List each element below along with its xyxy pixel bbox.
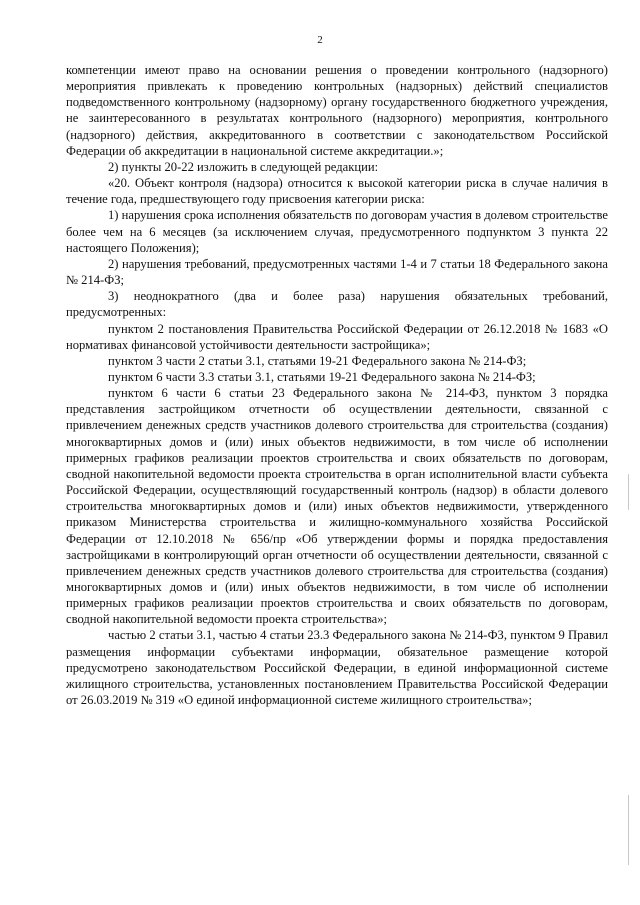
- paragraph-clause-20: «20. Объект контроля (надзора) относится к высокой категории риска в случае наличия в течение года, предшествующего году присвоения категории риска:: [66, 176, 608, 207]
- page-number: 2: [317, 34, 323, 46]
- paragraph-subitem-2: 2) нарушения требований, предусмотренных частями 1-4 и 7 статьи 18 Федерального закона № 214-ФЗ;: [66, 256, 608, 288]
- paragraph-item-2-amendment: 2) пункты 20-22 изложить в следующей редакции:: [108, 159, 379, 174]
- paragraph-article-3-1-part-2: пунктом 3 части 2 статьи 3.1, статьями 19-21 Федерального закона № 214-ФЗ;: [108, 353, 527, 368]
- paragraph-decree-1683: пунктом 2 постановления Правительства Российской Федерации от 26.12.2018 № 1683 «О нормативах финансовой устойчивости деятельности застройщика»;: [66, 321, 608, 352]
- paragraph-accreditation-end: компетенции имеют право на основании решения о проведении контрольного (надзорного) мероприятия привлекать к проведению контрольных (надзорных) действий специалистов подведомственного контрольному (надзорному) органу государственного бюджетного учреждения, не заинтересованного в результатах контрольного (надзорного) мероприятия, контрольного (надзорного) действия, аккредитованного в соответствии с законодательством Российской Федерации об аккредитации в национальной системе аккредитации.»;: [66, 63, 608, 158]
- paragraph-subitem-1: 1) нарушения срока исполнения обязательств по договорам участия в долевом строительстве более чем на 6 месяцев (за исключением случая, предусмотренного подпунктом 3 пункта 22 настоящего Положения);: [66, 208, 608, 255]
- paragraph-information-system: частью 2 статьи 3.1, частью 4 статьи 23.3 Федерального закона № 214-ФЗ, пунктом 9 Правил размещения информации субъектами информации, обязательное размещение которой предусмотрено законодательством Российской Федерации, в единой информационной системе жилищного строительства, установленных постановлением Правительства Российской Федерации от 26.03.2019 № 319 «О единой информационной системе жилищного строительства»;: [66, 628, 608, 708]
- scan-edge-mark: [628, 474, 629, 510]
- paragraph-reporting-order: пунктом 6 части 6 статьи 23 Федерального закона № 214-ФЗ, пунктом 3 порядка представления застройщиком отчетности об осуществлении деятельности, связанной с привлечением денежных средств участников долевого строительства для строительства (создания) многоквартирных домов и (или) иных объектов недвижимости, в том числе об исполнении примерных графиков реализации проектов строительства и своих обязательств по договорам, сводной накопительной ведомости проекта строительства в орган исполнительной власти субъекта Российской Федерации, осуществляющий государственный контроль (надзор) в области долевого строительства многоквартирных домов и (или) иных объектов недвижимости, утвержденного приказом Министерства строительства и жилищно-коммунального хозяйства Российской Федерации от 12.10.2018 № 656/пр «Об утверждении формы и порядка предоставления застройщиками в контролирующий орган отчетности об осуществлении деятельности, связанной с привлечением денежных средств участников долевого строительства для строительства (создания) многоквартирных домов и (или) иных объектов недвижимости, в том числе об исполнении примерных графиков реализации проектов строительства и своих обязательств по договорам, сводной накопительной ведомости проекта строительства»;: [66, 386, 608, 627]
- document-body: [66, 62, 608, 708]
- paragraph-article-3-1-part-3-3: пунктом 6 части 3.3 статьи 3.1, статьями 19-21 Федерального закона № 214-ФЗ;: [108, 369, 536, 384]
- paragraph-subitem-3: 3) неоднократного (два и более раза) нарушения обязательных требований, предусмотренных:: [66, 289, 608, 320]
- scan-edge-mark: [628, 795, 629, 865]
